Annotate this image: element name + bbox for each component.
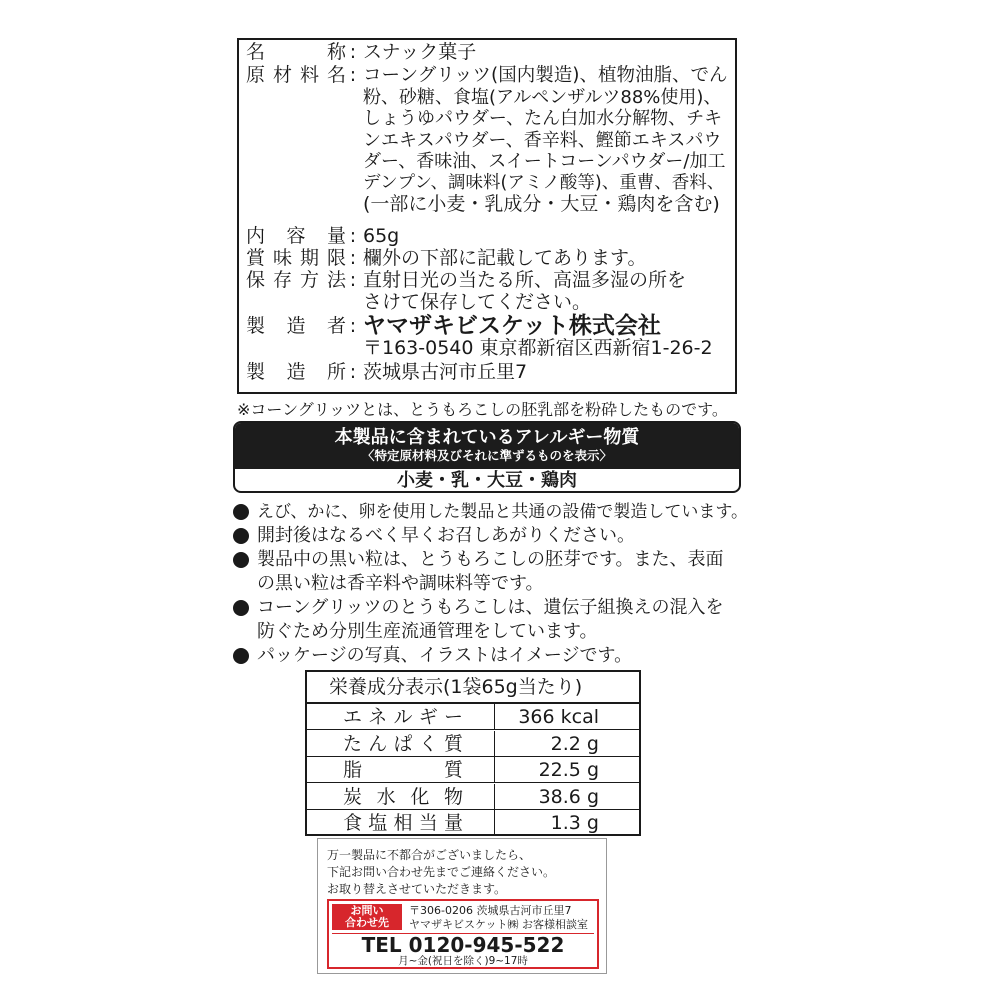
nutrition-row-carbohydrate bbox=[307, 784, 639, 810]
nutrition-title: 栄養成分表示(1袋65g当たり) bbox=[307, 672, 639, 704]
info-label-ingredients: 原 材 料 名 bbox=[246, 64, 346, 86]
nutrition-value: 22.5 g bbox=[538, 759, 599, 781]
nutrition-name: 脂 質 bbox=[343, 759, 463, 781]
info-value-content: 65g bbox=[363, 225, 400, 247]
business-hours: 月~金(祝日を除く)9~17時 bbox=[398, 955, 528, 967]
allergy-subtitle: 〈特定原材料及びそれに準ずるものを表示〉 bbox=[361, 448, 612, 463]
bullet-icon bbox=[233, 600, 249, 616]
info-value-ingredients: コーングリッツ(国内製造)、植物油脂、でん 粉、砂糖、食塩(アルペンザルツ88%使用)、 しょうゆパウダー、たん白加水分解物、チキ ンエキスパウダー、香辛料、鰹節エキスパウ ダー、香味油、スイートコーンパウダー/加工 デンプン、調味料(アミノ酸等)、重曹、香料、 (一部に小麦・乳成分・大豆・鶏肉を含む) bbox=[363, 65, 728, 215]
contact-info-panel bbox=[327, 899, 599, 969]
nutrition-row-protein bbox=[307, 731, 639, 757]
product-info-table: 名 称 : スナック菓子 原 材 料 名 : コーングリッツ(国内製造)、植物油脂、でん 粉、砂糖、食塩(アルペンザルツ88%使用)、 しょうゆパウダー、たん白加水分解物、チキ ンエキスパウダー、香辛料、鰹節エキスパウ ダー、香味油、スイートコーンパウダー/加工 デンプン、調味料(アミノ酸等)、重曹、香料、 (一部に小麦・乳成分・大豆・鶏肉を含む) 内 容 量 : 65g 賞 味 期 限 : 欄外の下部に記載してあります。 保 存 方 法 : 直射日光の当たる所、高温多湿の所を さけて保存してください。 製 造 者 : ヤマザキビスケット株式会社 〒163-0540 東京都新宿区西新宿1-26-2 製 造 所 : 茨城県古河市丘里7 bbox=[237, 38, 737, 394]
note-item: 製品中の黒い粒は、とうもろこしの胚芽です。また、表面 の黒い粒は香辛料や調味料等です。 bbox=[233, 548, 753, 596]
note-item: パッケージの写真、イラストはイメージです。 bbox=[233, 644, 753, 668]
inquiry-badge: お問い 合わせ先 bbox=[332, 904, 402, 930]
info-value-factory: 茨城県古河市丘里7 bbox=[363, 361, 528, 383]
info-label-factory: 製 造 所 bbox=[246, 361, 346, 383]
nutrition-value: 2.2 g bbox=[550, 732, 599, 755]
nutrition-value: 1.3 g bbox=[550, 812, 599, 834]
info-label-best-before: 賞 味 期 限 bbox=[246, 247, 346, 269]
corn-grits-note: ※コーングリッツとは、とうもろこしの胚乳部を粉砕したものです。 bbox=[237, 400, 728, 419]
info-label-content: 内 容 量 bbox=[246, 225, 346, 247]
nutrition-name: た ん ぱ く 質 bbox=[343, 732, 463, 755]
nutrition-value: 366 kcal bbox=[518, 706, 599, 728]
info-label-name: 名 称 bbox=[246, 41, 346, 63]
allergy-title: 本製品に含まれているアレルギー物質 bbox=[334, 427, 640, 448]
nutrition-name: 炭 水 化 物 bbox=[343, 785, 463, 808]
allergy-box bbox=[233, 421, 741, 493]
allergy-items: 小麦・乳・大豆・鶏肉 bbox=[397, 470, 577, 491]
allergy-header bbox=[235, 423, 739, 469]
bullet-icon bbox=[233, 504, 249, 520]
nutrition-row-salt bbox=[307, 810, 639, 836]
note-item: コーングリッツのとうもろこしは、遺伝子組換えの混入を 防ぐため分別生産流通管理をしています。 bbox=[233, 596, 753, 644]
nutrition-row-energy bbox=[307, 704, 639, 730]
info-label-storage: 保 存 方 法 bbox=[246, 269, 346, 291]
nutrition-table bbox=[305, 670, 641, 836]
nutrition-name: エ ネ ル ギ ー bbox=[343, 706, 463, 728]
bullet-icon bbox=[233, 528, 249, 544]
info-label-manufacturer: 製 造 者 bbox=[246, 315, 346, 337]
contact-office: ヤマザキビスケット㈱ お客様相談室 bbox=[409, 918, 588, 931]
nutrition-value: 38.6 g bbox=[538, 785, 599, 808]
nutrition-row-fat bbox=[307, 757, 639, 783]
notes-list bbox=[233, 500, 753, 668]
nutrition-name: 食 塩 相 当 量 bbox=[343, 812, 463, 834]
info-value-best-before: 欄外の下部に記載してあります。 bbox=[363, 247, 647, 269]
note-item: 開封後はなるべく早くお召しあがりください。 bbox=[233, 524, 753, 548]
note-item: えび、かに、卵を使用した製品と共通の設備で製造しています。 bbox=[233, 500, 753, 524]
bullet-icon bbox=[233, 648, 249, 664]
manufacturer-address: 〒163-0540 東京都新宿区西新宿1-26-2 bbox=[363, 336, 713, 359]
info-value-storage: 直射日光の当たる所、高温多湿の所を さけて保存してください。 bbox=[363, 269, 687, 313]
contact-address: 〒306-0206 茨城県古河市丘里7 ヤマザキビスケット㈱ お客様相談室 bbox=[409, 904, 588, 931]
manufacturer-name: ヤマザキビスケット株式会社 bbox=[363, 313, 661, 339]
info-value-name: スナック菓子 bbox=[363, 41, 477, 63]
bullet-icon bbox=[233, 552, 249, 568]
contact-box bbox=[317, 838, 607, 974]
contact-message: 万一製品に不都合がございましたら、 下記お問い合わせ先までご連絡ください。 お取り替えさせていただきます。 bbox=[327, 848, 556, 896]
phone-number: TEL 0120-945-522 bbox=[361, 933, 565, 957]
